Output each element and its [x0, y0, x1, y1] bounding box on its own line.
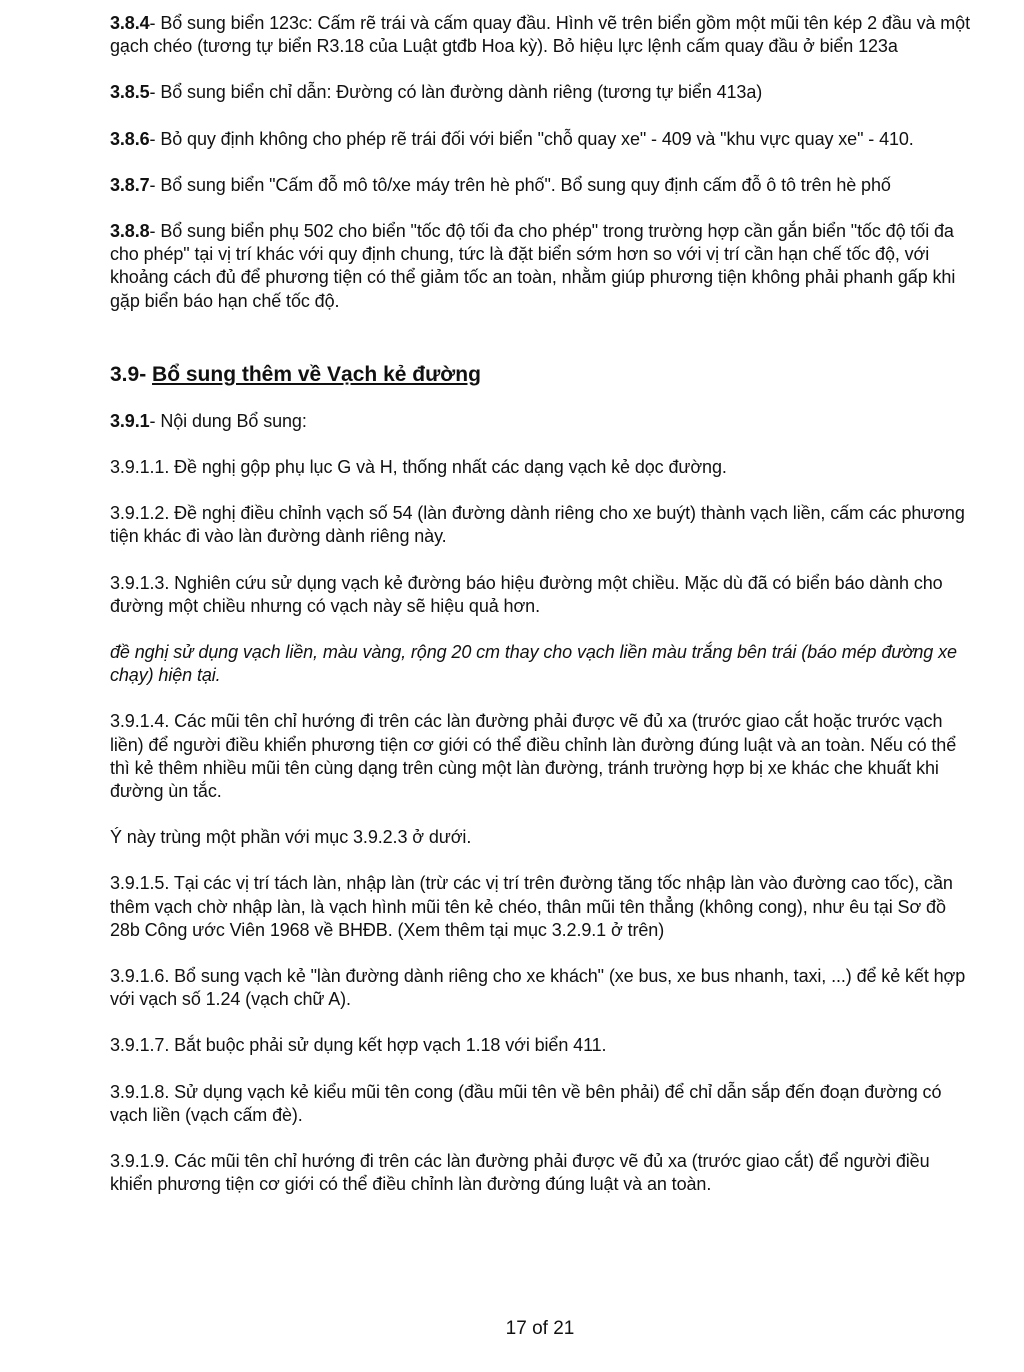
- paragraph-3-9-1-3: 3.9.1.3. Nghiên cứu sử dụng vạch kẻ đường báo hiệu đường một chiều. Mặc dù đã có biển báo dành cho đường một chiều nhưng có vạch này sẽ hiệu quả hơn.: [110, 572, 943, 616]
- italic-note: đề nghị sử dụng vạch liền, màu vàng, rộng 20 cm thay cho vạch liền màu trắng bên trái (báo mép đường xe chạy) hiện tại.: [110, 642, 957, 686]
- item-text: - Bỏ quy định không cho phép rẽ trái đối với biển "chỗ quay xe" - 409 và "khu vực quay xe" - 410.: [149, 128, 914, 149]
- item-text: - Bổ sung biển phụ 502 cho biển "tốc độ tối đa cho phép" trong trường hợp cần gắn biển "tốc độ tối đa cho phép" tại vị trí khác với quy định chung, tức là đặt biển sớm hơn so với vị trí cần hạn chế tốc độ, với khoảng cách đủ để phương tiện có thể giảm tốc an toàn, nhằm giúp phương tiện không phải phanh gấp khi gặp biển báo hạn chế tốc độ.: [110, 221, 956, 311]
- page-number: 17 of 21: [505, 1318, 575, 1339]
- item-3-8-4: [110, 12, 970, 58]
- item-3-8-7: [110, 174, 970, 197]
- paragraph-3-9-1-5: 3.9.1.5. Tại các vị trí tách làn, nhập làn (trừ các vị trí trên đường tăng tốc nhập làn vào đường cao tốc), cần thêm vạch chờ nhập làn, là vạch hình mũi tên kẻ chéo, thân mũi tên thẳng (không cong), như êu tại Sơ đồ 28b Công ước Viên 1968 về BHĐB. (Xem thêm tại mục 3.2.9.1 ở trên): [110, 873, 953, 940]
- section-heading: [110, 362, 970, 388]
- item-3-8-8: [110, 220, 970, 313]
- subsection-number: 3.9.1: [110, 410, 150, 431]
- paragraph-3-9-1-6: 3.9.1.6. Bổ sung vạch kẻ "làn đường dành riêng cho xe khách" (xe bus, xe bus nhanh, taxi, ...) để kẻ kết hợp với vạch số 1.24 (vạch chữ A).: [110, 966, 966, 1010]
- item-3-8-5: [110, 81, 970, 104]
- paragraph-3-9-1-9: 3.9.1.9. Các mũi tên chỉ hướng đi trên các làn đường phải được vẽ đủ xa (trước giao cắt) để người điều khiển phương tiện cơ giới có thể điều chỉnh làn đường đúng luật và an toàn.: [110, 1151, 930, 1195]
- paragraph-3-9-1-1: 3.9.1.1. Đề nghị gộp phụ lục G và H, thống nhất các dạng vạch kẻ dọc đường.: [110, 457, 727, 478]
- section-title: Bổ sung thêm về Vạch kẻ đường: [152, 362, 481, 386]
- item-text: - Bổ sung biển 123c: Cấm rẽ trái và cấm quay đầu. Hình vẽ trên biển gồm một mũi tên kép 2 đầu và một gạch chéo (tương tự biển R3.18 của Luật gtđb Hoa kỳ). Bỏ hiệu lực lệnh cấm quay đầu ở biển 123a: [110, 13, 970, 57]
- subsection-intro: [110, 410, 970, 433]
- item-number: 3.8.4: [110, 13, 150, 33]
- item-text: - Bổ sung biển chỉ dẫn: Đường có làn đường dành riêng (tương tự biển 413a): [149, 82, 763, 103]
- subsection-text: - Nội dung Bổ sung:: [149, 410, 307, 431]
- item-number: 3.8.7: [110, 174, 150, 195]
- paragraph-3-9-1-7: 3.9.1.7. Bắt buộc phải sử dụng kết hợp vạch 1.18 với biển 411.: [110, 1035, 607, 1056]
- paragraph-3-9-1-2: 3.9.1.2. Đề nghị điều chỉnh vạch số 54 (làn đường dành riêng cho xe buýt) thành vạch liền, cấm các phương tiện khác đi vào làn đường dành riêng này.: [110, 503, 965, 547]
- paragraph-note: Ý này trùng một phần với mục 3.9.2.3 ở dưới.: [110, 827, 472, 848]
- item-number: 3.8.8: [110, 221, 150, 242]
- section-number: 3.9-: [110, 362, 153, 386]
- document-page: [110, 12, 970, 1220]
- item-number: 3.8.5: [110, 82, 150, 103]
- item-text: - Bổ sung biển "Cấm đỗ mô tô/xe máy trên hè phố". Bổ sung quy định cấm đỗ ô tô trên hè phố: [149, 174, 891, 195]
- paragraph-3-9-1-4: 3.9.1.4. Các mũi tên chỉ hướng đi trên các làn đường phải được vẽ đủ xa (trước giao cắt hoặc trước vạch liền) để người điều khiển phương tiện cơ giới có thể điều chỉnh làn đường đúng luật và an toàn. Nếu có thể thì kẻ thêm nhiều mũi tên cùng dạng trên cùng một làn đường, tránh trường hợp bị xe khác che khuất khi đường ùn tắc.: [110, 711, 957, 802]
- paragraph-3-9-1-8: 3.9.1.8. Sử dụng vạch kẻ kiểu mũi tên cong (đầu mũi tên về bên phải) để chỉ dẫn sắp đến đoạn đường có vạch liền (vạch cấm đè).: [110, 1081, 942, 1125]
- item-3-8-6: [110, 128, 970, 151]
- item-number: 3.8.6: [110, 128, 150, 149]
